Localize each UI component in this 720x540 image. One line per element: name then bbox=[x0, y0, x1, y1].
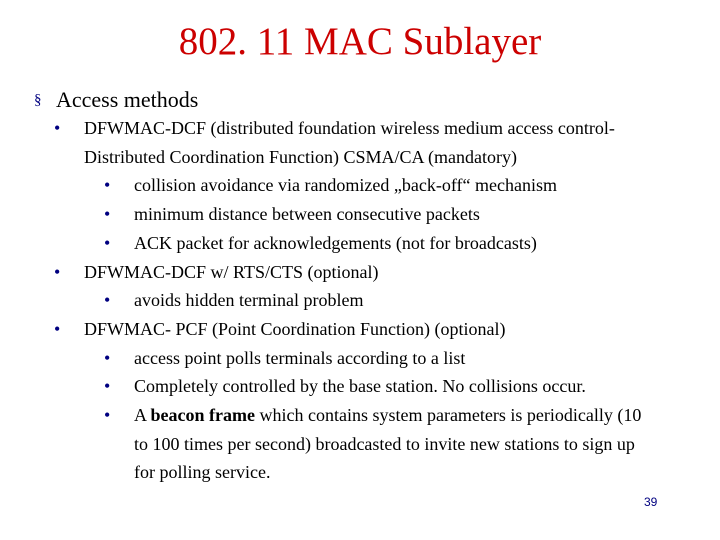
bullet-icon: • bbox=[104, 175, 111, 196]
dcf-text-line-2: Distributed Coordination Function) CSMA/CA (mandatory) bbox=[84, 146, 517, 167]
bullet-icon: • bbox=[104, 204, 111, 225]
bullet-icon: • bbox=[104, 232, 111, 253]
beacon-text-line-3: for polling service. bbox=[134, 462, 271, 483]
beacon-frame-term: beacon frame bbox=[150, 405, 255, 426]
bullet-icon: • bbox=[54, 261, 61, 282]
dcf-subitem-collision bbox=[104, 171, 694, 200]
dcf-subitem-distance bbox=[104, 200, 694, 229]
section-bullet-icon: § bbox=[34, 92, 42, 108]
access-methods-heading bbox=[34, 86, 694, 114]
dcf-subitem-ack bbox=[104, 229, 694, 258]
page-number: 39 bbox=[644, 495, 658, 509]
slide-content bbox=[34, 86, 694, 487]
dcf-subitem-text: minimum distance between consecutive packets bbox=[134, 204, 480, 225]
bullet-icon: • bbox=[54, 318, 61, 339]
rtscts-text: DFWMAC-DCF w/ RTS/CTS (optional) bbox=[84, 261, 379, 282]
pcf-item bbox=[54, 315, 694, 344]
beacon-text-line-1 bbox=[134, 401, 694, 430]
pcf-subitem-controlled bbox=[104, 372, 694, 401]
bullet-icon: • bbox=[104, 347, 111, 368]
dcf-subitem-text: collision avoidance via randomized „back-off“ mechanism bbox=[134, 175, 557, 196]
access-methods-label: Access methods bbox=[56, 87, 199, 112]
beacon-line-1-rest: which contains system parameters is periodically (10 bbox=[254, 405, 642, 426]
bullet-icon: • bbox=[104, 376, 111, 397]
pcf-subitem-text: access point polls terminals according to a list bbox=[134, 347, 466, 368]
bullet-icon: • bbox=[104, 290, 111, 311]
slide-title: 802. 11 MAC Sublayer bbox=[178, 20, 542, 63]
bullet-icon: • bbox=[54, 118, 61, 138]
rtscts-subitem-text: avoids hidden terminal problem bbox=[134, 290, 364, 311]
pcf-subitem-beacon bbox=[104, 401, 694, 487]
beacon-prefix: A bbox=[134, 405, 151, 426]
dcf-subitem-text: ACK packet for acknowledgements (not for broadcasts) bbox=[134, 232, 537, 253]
dcf-item bbox=[54, 114, 694, 171]
dcf-text-line-1: DFWMAC-DCF (distributed foundation wireless medium access control- bbox=[84, 118, 615, 138]
rtscts-subitem-hidden-terminal bbox=[104, 286, 694, 315]
beacon-text-line-2: to 100 times per second) broadcasted to invite new stations to sign up bbox=[134, 433, 635, 454]
pcf-text: DFWMAC- PCF (Point Coordination Function) (optional) bbox=[84, 318, 506, 339]
pcf-subitem-text: Completely controlled by the base station. No collisions occur. bbox=[134, 376, 586, 397]
rtscts-item bbox=[54, 258, 694, 287]
pcf-subitem-polls bbox=[104, 344, 694, 373]
bullet-icon: • bbox=[104, 405, 111, 426]
